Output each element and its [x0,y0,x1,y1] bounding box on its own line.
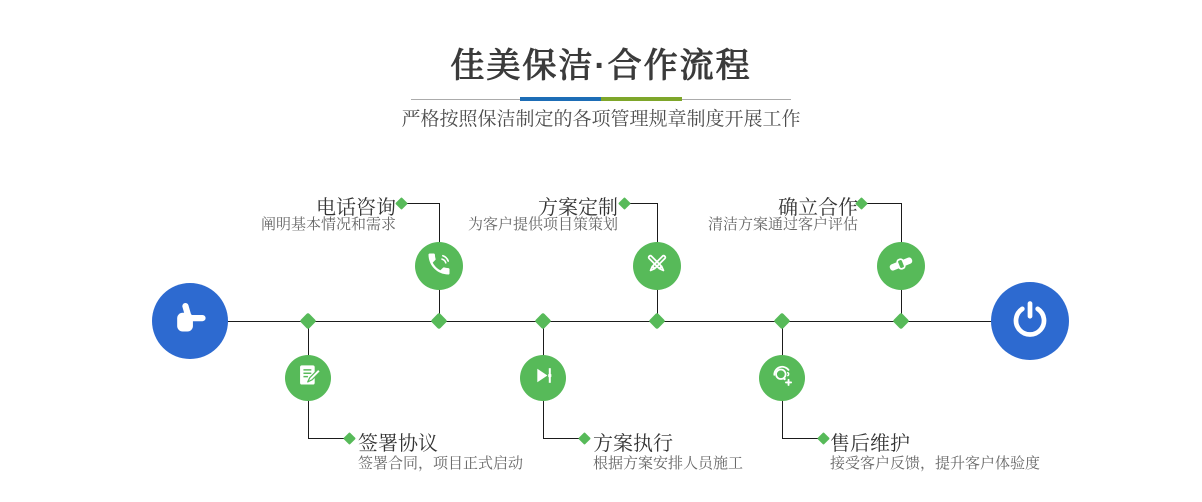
page-subtitle: 严格按照保洁制定的各项管理规章制度开展工作 [401,109,801,130]
step-circle-aftersale [759,355,805,401]
handshake-icon [886,249,916,284]
play-slider-icon [530,362,557,394]
step-desc-plan: 为客户提供项目策策划 [467,216,618,233]
label-diamond [343,432,356,445]
divider-accent-blue [520,97,601,101]
step-title-plan: 方案定制 [538,197,618,219]
step-desc-sign: 签署合同，项目正式启动 [358,455,524,472]
step-desc-phone: 阐明基本情况和需求 [260,216,396,233]
label-diamond [578,432,591,445]
timeline-node-diamond [774,313,791,330]
step-circle-plan [633,242,681,290]
connector-line [543,438,581,439]
label-diamond [817,432,830,445]
timeline-node-diamond [300,313,317,330]
connector-line [308,438,346,439]
step-title-sign: 签署协议 [358,433,438,455]
connector-line [629,203,658,204]
step-desc-execute: 根据方案安排人员施工 [593,455,744,472]
step-title-aftersale: 售后维护 [830,433,910,455]
power-icon [1009,298,1051,345]
timeline-node-diamond [893,313,910,330]
step-title-execute: 方案执行 [593,433,673,455]
end-node [991,282,1069,360]
divider-accent-green [601,97,682,101]
connector-line [866,203,902,204]
step-circle-phone [415,242,463,290]
timeline-node-diamond [431,313,448,330]
step-circle-sign [285,355,331,401]
connector-line [406,203,440,204]
label-diamond [618,197,631,210]
step-desc-aftersale: 接受客户反馈，提升客户体验度 [830,455,1041,472]
step-title-phone: 电话咨询 [316,197,396,219]
step-circle-cooperation [877,242,925,290]
step-desc-cooperation: 清洁方案通过客户评估 [707,216,858,233]
label-diamond [395,197,408,210]
crossed-pencils-icon [643,250,671,283]
timeline-node-diamond [535,313,552,330]
connector-line [782,438,820,439]
timeline-node-diamond [649,313,666,330]
step-circle-execute [520,355,566,401]
headset-plus-icon [768,362,796,395]
step-title-cooperation: 确立合作 [778,197,858,219]
page-title: 佳美保洁·合作流程 [450,47,752,85]
phone-icon [425,250,453,283]
start-node [152,283,228,359]
document-pen-icon [295,362,322,394]
pointing-hand-icon [168,297,212,346]
